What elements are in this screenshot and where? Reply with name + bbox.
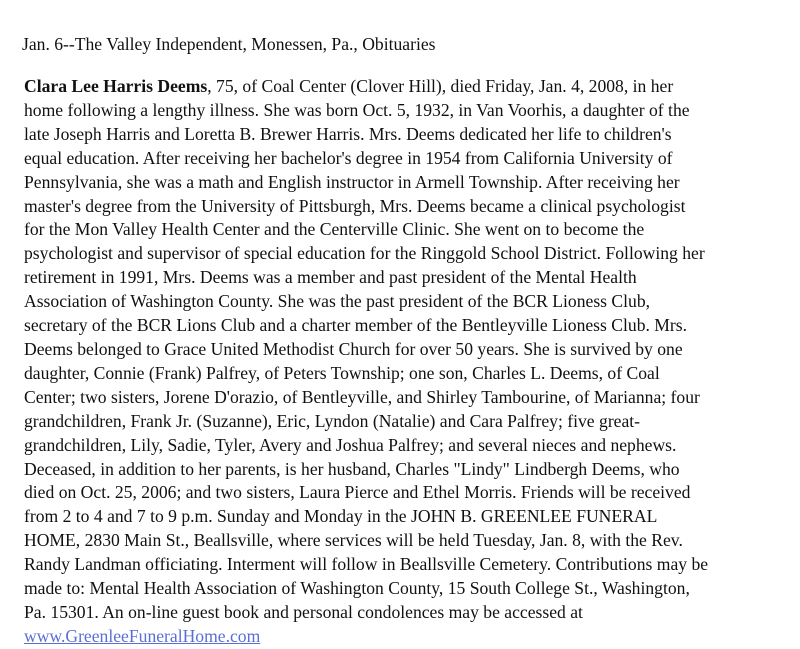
- obituary-body: [24, 75, 796, 649]
- obituary-line: master's degree from the University of Pittsburgh, Mrs. Deems became a clinical psychologist: [24, 195, 686, 216]
- obituary-line: for the Mon Valley Health Center and the Centerville Clinic. She went on to become the: [24, 219, 645, 240]
- obituary-line-text: , 75, of Coal Center (Clover Hill), died Friday, Jan. 4, 2008, in her: [207, 76, 674, 96]
- obituary-line: Association of Washington County. She was the past president of the BCR Lioness Club,: [24, 291, 651, 312]
- obituary-line: [24, 75, 796, 99]
- funeral-home-link[interactable]: www.GreenleeFuneralHome.com: [24, 625, 261, 646]
- obituary-line: retirement in 1991, Mrs. Deems was a member and past president of the Mental Health: [24, 267, 637, 288]
- obituary-line: Pa. 15301. An on-line guest book and personal condolences may be accessed at: [24, 601, 583, 622]
- obituary-line: Pennsylvania, she was a math and English instructor in Armell Township. After receiving her: [24, 171, 680, 192]
- obituary-line: from 2 to 4 and 7 to 9 p.m. Sunday and Monday in the JOHN B. GREENLEE FUNERAL: [24, 506, 658, 527]
- obituary-line: secretary of the BCR Lions Club and a charter member of the Bentleyville Lioness Club. Mrs.: [24, 315, 688, 336]
- obituary-line: Deems belonged to Grace United Methodist Church for over 50 years. She is survived by one: [24, 338, 683, 359]
- obituary-line: Randy Landman officiating. Interment will follow in Beallsville Cemetery. Contributions may be: [24, 554, 709, 575]
- obituary-line: made to: Mental Health Association of Washington County, 15 South College St., Washington,: [24, 578, 690, 599]
- deceased-name: Clara Lee Harris Deems: [24, 76, 208, 96]
- publication-header: Jan. 6--The Valley Independent, Monessen, Pa., Obituaries: [22, 34, 436, 54]
- obituary-line: Deceased, in addition to her parents, is her husband, Charles "Lindy" Lindbergh Deems, who: [24, 458, 680, 479]
- obituary-line: equal education. After receiving her bachelor's degree in 1954 from California University of: [24, 147, 673, 168]
- funeral-home-link-line: [24, 625, 796, 649]
- obituary-line: grandchildren, Lily, Sadie, Tyler, Avery and Joshua Palfrey; and several nieces and nephews.: [24, 434, 677, 455]
- obituary-line: died on Oct. 25, 2006; and two sisters, Laura Pierce and Ethel Morris. Friends will be received: [24, 482, 691, 503]
- obituary-line: home following a lengthy illness. She was born Oct. 5, 1932, in Van Voorhis, a daughter of the: [24, 99, 690, 120]
- obituary-line: late Joseph Harris and Loretta B. Brewer Harris. Mrs. Deems dedicated her life to children's: [24, 123, 672, 144]
- obituary-line: psychologist and supervisor of special education for the Ringgold School District. Following her: [24, 243, 705, 264]
- obituary-line: grandchildren, Frank Jr. (Suzanne), Eric, Lyndon (Natalie) and Cara Palfrey; five great-: [24, 410, 641, 431]
- obituary-line: Center; two sisters, Jorene D'orazio, of Bentleyville, and Shirley Tambourine, of Marianna; four: [24, 386, 700, 407]
- obituary-line: HOME, 2830 Main St., Beallsville, where services will be held Tuesday, Jan. 8, with the Rev.: [24, 530, 683, 551]
- obituary-line: daughter, Connie (Frank) Palfrey, of Peters Township; one son, Charles L. Deems, of Coal: [24, 362, 660, 383]
